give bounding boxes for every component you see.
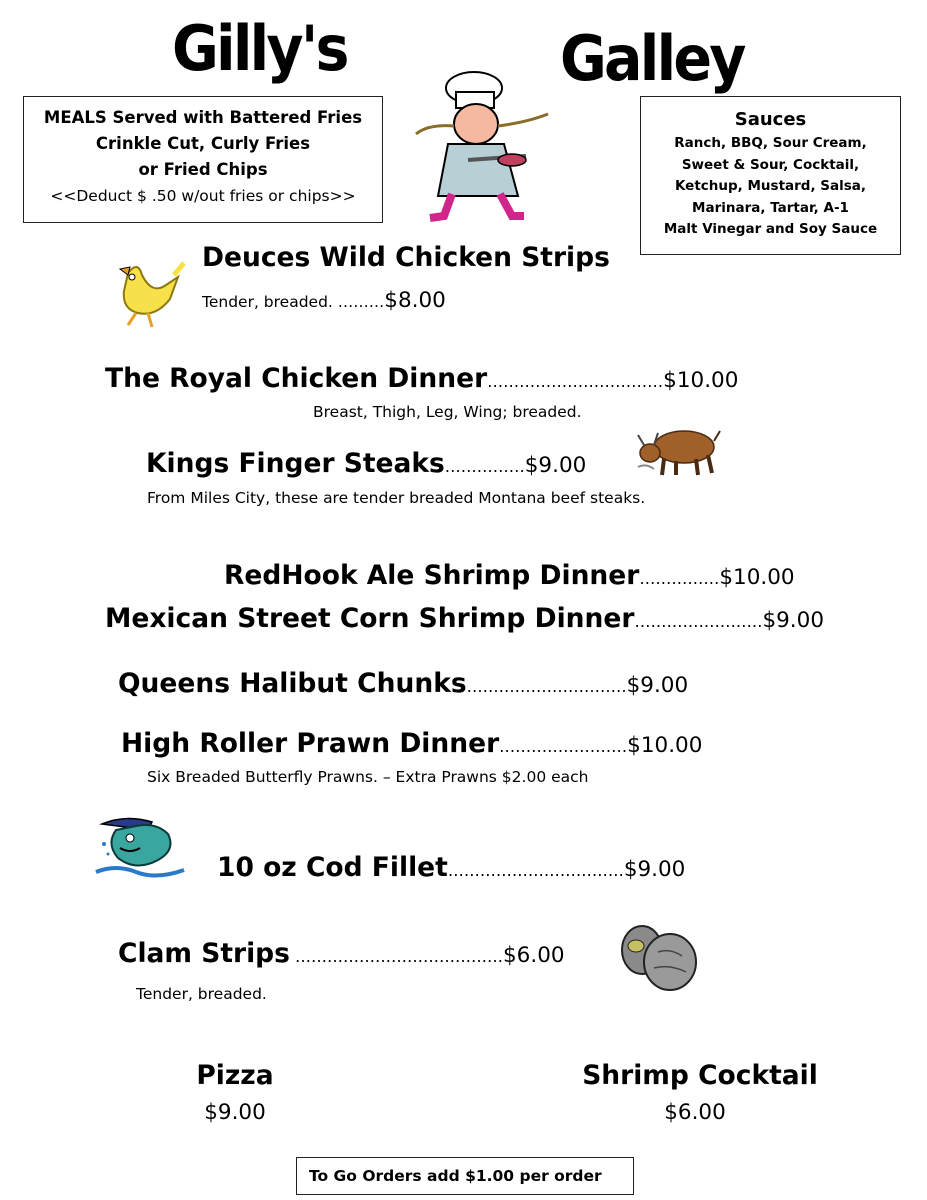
item-redhook-row — [224, 560, 795, 591]
chicken-icon — [108, 255, 188, 330]
item-cod-fillet-price: $9.00 — [623, 857, 686, 882]
sauces-line-3: Ketchup, Mustard, Salsa, — [674, 178, 867, 194]
shrimp-cocktail-price: $6.00 — [664, 1100, 726, 1125]
item-high-roller-name: High Roller Prawn Dinner — [121, 728, 500, 759]
meals-line-4: <<Deduct $ .50 w/out fries or chips>> — [50, 187, 356, 205]
item-clam-strips-price: $6.00 — [503, 943, 565, 968]
item-clam-strips-dots: ………………………………… — [289, 947, 503, 966]
item-mexican-corn-dots: …………………… — [634, 612, 763, 631]
item-kings-finger-dots: …………… — [444, 457, 525, 476]
meals-info-box — [23, 96, 383, 223]
clam-icon — [618, 922, 700, 994]
item-redhook-dots: …………… — [639, 569, 720, 588]
item-royal-chicken-price: $10.00 — [663, 368, 739, 393]
pizza-name: Pizza — [196, 1060, 274, 1091]
sauces-box — [640, 96, 901, 255]
item-kings-finger-name: Kings Finger Steaks — [146, 448, 445, 479]
pizza-price: $9.00 — [204, 1100, 266, 1125]
item-high-roller-desc: Six Breaded Butterfly Prawns. – Extra Prawns $2.00 each — [147, 768, 589, 786]
item-mexican-corn-price: $9.00 — [762, 608, 825, 633]
item-cod-fillet-dots: …………………………… — [447, 861, 624, 880]
item-royal-chicken-name: The Royal Chicken Dinner — [105, 363, 488, 394]
meals-line-3: or Fried Chips — [138, 160, 268, 179]
to-go-notice: To Go Orders add $1.00 per order — [296, 1157, 634, 1195]
item-kings-finger-desc: From Miles City, these are tender breaded Montana beef steaks. — [147, 489, 646, 507]
item-clam-strips-row — [118, 938, 565, 969]
title-gillys: Gilly's — [172, 12, 347, 85]
item-royal-chicken-desc: Breast, Thigh, Leg, Wing; breaded. — [313, 403, 582, 421]
item-queens-halibut-dots: ………………………… — [466, 677, 627, 696]
title-galley: Galley — [560, 22, 744, 95]
meals-line-1: MEALS Served with Battered Fries — [43, 108, 363, 127]
item-cod-fillet-name: 10 oz Cod Fillet — [217, 852, 448, 883]
item-queens-halibut-row — [118, 668, 689, 699]
item-high-roller-row — [121, 728, 703, 759]
item-deuces-wild-price: $8.00 — [384, 288, 446, 313]
item-high-roller-price: $10.00 — [627, 733, 703, 758]
chef-icon — [408, 66, 558, 226]
item-mexican-corn-name: Mexican Street Corn Shrimp Dinner — [105, 603, 635, 634]
bull-icon — [636, 423, 721, 478]
item-redhook-price: $10.00 — [719, 565, 795, 590]
item-queens-halibut-name: Queens Halibut Chunks — [118, 668, 467, 699]
item-deuces-wild-desc-text: Tender, breaded. ……… — [202, 293, 385, 311]
item-royal-chicken-dots: …………………………… — [487, 372, 664, 391]
fish-icon — [96, 814, 186, 880]
item-queens-halibut-price: $9.00 — [626, 673, 689, 698]
item-kings-finger-price: $9.00 — [524, 453, 587, 478]
item-high-roller-dots: …………………… — [499, 737, 628, 756]
item-cod-fillet-row — [217, 852, 686, 883]
item-deuces-wild-desc — [202, 290, 446, 312]
sauces-line-5: Malt Vinegar and Soy Sauce — [663, 221, 878, 237]
item-deuces-wild-name: Deuces Wild Chicken Strips — [202, 242, 610, 273]
sauces-line-2: Sweet & Sour, Cocktail, — [681, 156, 860, 173]
item-clam-strips-name: Clam Strips — [118, 938, 290, 969]
sauces-heading: Sauces — [734, 109, 807, 130]
item-clam-strips-desc: Tender, breaded. — [136, 985, 267, 1003]
shrimp-cocktail-name: Shrimp Cocktail — [582, 1060, 818, 1091]
item-kings-finger-row — [146, 448, 587, 479]
meals-line-2: Crinkle Cut, Curly Fries — [95, 134, 311, 153]
sauces-line-1: Ranch, BBQ, Sour Cream, — [674, 135, 867, 151]
item-redhook-name: RedHook Ale Shrimp Dinner — [224, 560, 640, 591]
item-royal-chicken-row — [105, 363, 739, 394]
sauces-line-4: Marinara, Tartar, A-1 — [692, 199, 849, 216]
item-mexican-corn-row — [105, 603, 825, 634]
